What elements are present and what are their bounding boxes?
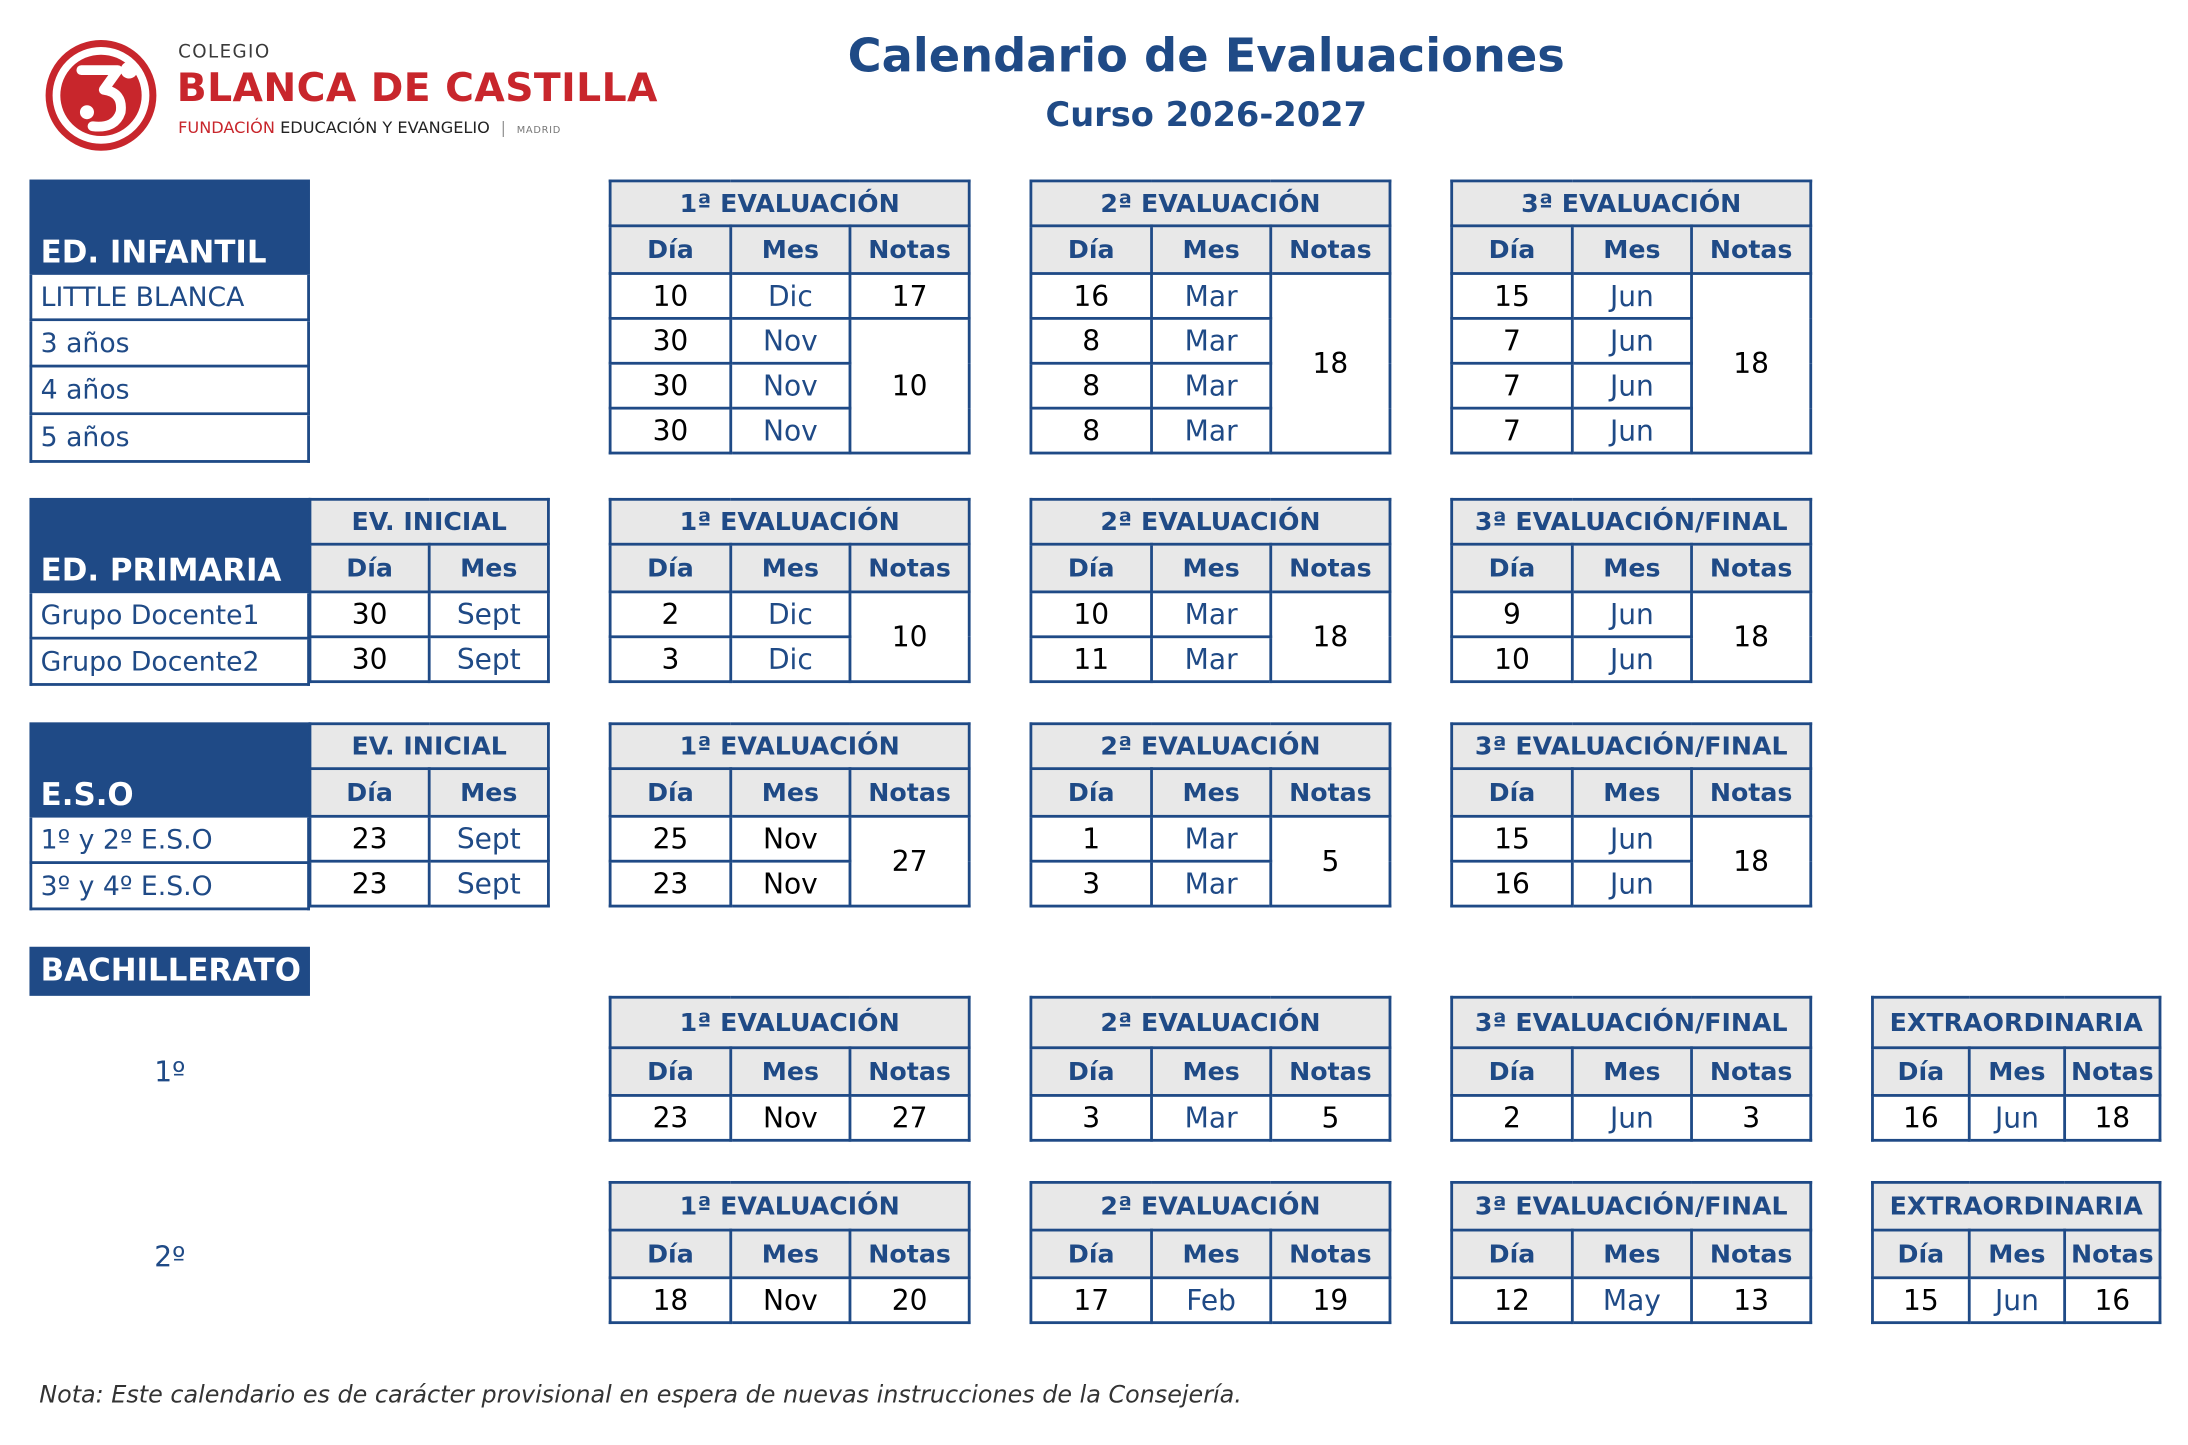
cell-mes: Nov [731, 1278, 850, 1323]
table-title: 3ª EVALUACIÓN/FINAL [1452, 997, 1811, 1047]
col-header-mes: Mes [1152, 226, 1271, 274]
col-header-notas: Notas [850, 1230, 969, 1278]
cell-notas: 18 [1271, 592, 1390, 682]
col-header-dia: Día [1031, 544, 1152, 592]
cell-mes: Mar [1152, 274, 1271, 319]
col-header-dia: Día [610, 1048, 731, 1096]
cell-notas: 18 [2065, 1095, 2160, 1140]
col-header-dia: Día [310, 544, 429, 592]
col-header-notas: Notas [1692, 1230, 1811, 1278]
table-title: 2ª EVALUACIÓN [1031, 724, 1390, 769]
col-header-dia: Día [610, 1230, 731, 1278]
school-logo-emblem [45, 39, 157, 151]
cell-mes: Nov [731, 861, 850, 906]
col-header-notas: Notas [850, 544, 969, 592]
col-header-mes: Mes [731, 1230, 850, 1278]
col-header-mes: Mes [1152, 769, 1271, 817]
table-title: 2ª EVALUACIÓN [1031, 499, 1390, 544]
eso-ev3-table [1450, 722, 1812, 907]
col-header-notas: Notas [1271, 1048, 1390, 1096]
cell-dia: 16 [1031, 274, 1152, 319]
primaria-stage-box [29, 498, 310, 686]
cell-dia: 2 [610, 592, 731, 637]
cell-dia: 16 [1872, 1095, 1969, 1140]
table-title: EXTRAORDINARIA [1872, 1182, 2160, 1230]
col-header-mes: Mes [1969, 1048, 2064, 1096]
cell-mes: Mar [1152, 861, 1271, 906]
cell-dia: 11 [1031, 637, 1152, 682]
table-title: 2ª EVALUACIÓN [1031, 997, 1390, 1047]
cell-mes: Jun [1572, 592, 1691, 637]
cell-mes: Mar [1152, 637, 1271, 682]
logo-separator: | [500, 117, 507, 138]
bach1-ev3-table [1450, 996, 1812, 1142]
col-header-dia: Día [1452, 769, 1573, 817]
infantil-title: ED. INFANTIL [29, 180, 310, 275]
cell-dia: 3 [1031, 861, 1152, 906]
cell-mes: May [1572, 1278, 1691, 1323]
cell-dia: 23 [310, 861, 429, 906]
cell-mes: Dic [731, 637, 850, 682]
cell-notas: 18 [1692, 816, 1811, 906]
cell-dia: 7 [1452, 363, 1573, 408]
col-header-mes: Mes [731, 226, 850, 274]
cell-mes: Jun [1969, 1095, 2064, 1140]
col-header-dia: Día [1031, 1048, 1152, 1096]
eso-row-label: 3º y 4º E.S.O [29, 864, 310, 910]
col-header-notas: Notas [1271, 544, 1390, 592]
table-title: EV. INICIAL [310, 724, 548, 769]
footer-note: Nota: Este calendario es de carácter provisional en espera de nuevas instrucciones de la Consejería. [39, 1381, 1242, 1410]
col-header-dia: Día [1031, 769, 1152, 817]
col-header-mes: Mes [731, 1048, 850, 1096]
infantil-row-label: 3 años [29, 321, 310, 367]
cell-mes: Sept [429, 637, 548, 682]
bach1-extra-table [1871, 996, 2161, 1142]
col-header-dia: Día [1452, 226, 1573, 274]
infantil-ev2-table [1030, 180, 1392, 455]
table-title: EV. INICIAL [310, 499, 548, 544]
col-header-mes: Mes [1969, 1230, 2064, 1278]
cell-dia: 30 [310, 637, 429, 682]
cell-notas: 18 [1692, 274, 1811, 454]
page-title: Calendario de Evaluaciones [847, 28, 1565, 83]
col-header-dia: Día [1031, 226, 1152, 274]
cell-dia: 30 [310, 592, 429, 637]
table-title: 3ª EVALUACIÓN [1452, 181, 1811, 226]
eso-inicial-table [309, 722, 550, 907]
cell-dia: 23 [610, 861, 731, 906]
col-header-mes: Mes [731, 769, 850, 817]
col-header-mes: Mes [1152, 1230, 1271, 1278]
logo-colegio-text: COLEGIO [178, 42, 271, 64]
cell-notas: 18 [1271, 274, 1390, 454]
col-header-notas: Notas [2065, 1230, 2160, 1278]
eso-ev1-table [609, 722, 971, 907]
cell-dia: 1 [1031, 816, 1152, 861]
table-title: 3ª EVALUACIÓN/FINAL [1452, 499, 1811, 544]
cell-dia: 17 [1031, 1278, 1152, 1323]
bachillerato-title: BACHILLERATO [29, 947, 310, 996]
cell-mes: Dic [731, 592, 850, 637]
col-header-notas: Notas [1271, 1230, 1390, 1278]
cell-mes: Nov [731, 363, 850, 408]
col-header-dia: Día [310, 769, 429, 817]
primaria-ev2-table [1030, 498, 1392, 683]
cell-mes: Mar [1152, 816, 1271, 861]
col-header-dia: Día [1872, 1048, 1969, 1096]
cell-mes: Jun [1572, 363, 1691, 408]
col-header-notas: Notas [1692, 1048, 1811, 1096]
cell-dia: 30 [610, 318, 731, 363]
primaria-row-label: Grupo Docente1 [29, 593, 310, 639]
infantil-row-label: 4 años [29, 367, 310, 415]
infantil-stage-box [29, 180, 310, 463]
cell-mes: Mar [1152, 592, 1271, 637]
cell-notas: 16 [2065, 1278, 2160, 1323]
col-header-notas: Notas [850, 226, 969, 274]
eso-row-label: 1º y 2º E.S.O [29, 818, 310, 864]
col-header-dia: Día [1452, 544, 1573, 592]
bach1-ev1-table [609, 996, 971, 1142]
col-header-mes: Mes [1572, 1230, 1691, 1278]
cell-dia: 7 [1452, 318, 1573, 363]
cell-dia: 15 [1872, 1278, 1969, 1323]
bach2-ev2-table [1030, 1181, 1392, 1324]
col-header-dia: Día [1452, 1048, 1573, 1096]
eso-ev2-table [1030, 722, 1392, 907]
table-title: 1ª EVALUACIÓN [610, 181, 969, 226]
infantil-row-label: 5 años [29, 415, 310, 463]
cell-mes: Jun [1572, 408, 1691, 453]
cell-dia: 2 [1452, 1095, 1573, 1140]
cell-mes: Jun [1572, 274, 1691, 319]
col-header-notas: Notas [2065, 1048, 2160, 1096]
table-title: 1ª EVALUACIÓN [610, 1182, 969, 1230]
cell-mes: Nov [731, 408, 850, 453]
page-subtitle: Curso 2026-2027 [1045, 95, 1367, 135]
cell-mes: Jun [1572, 1095, 1691, 1140]
eso-title: E.S.O [29, 722, 310, 817]
primaria-ev1-table [609, 498, 971, 683]
col-header-notas: Notas [1692, 226, 1811, 274]
primaria-inicial-table [309, 498, 550, 683]
cell-notas: 10 [850, 592, 969, 682]
bach-course-label: 2º [154, 1239, 186, 1274]
eso-stage-box [29, 722, 310, 910]
cell-mes: Jun [1572, 637, 1691, 682]
col-header-mes: Mes [731, 544, 850, 592]
logo-school-name: BLANCA DE CASTILLA [176, 64, 658, 111]
cell-notas: 27 [850, 816, 969, 906]
cell-mes: Sept [429, 861, 548, 906]
infantil-ev1-table [609, 180, 971, 455]
cell-mes: Mar [1152, 408, 1271, 453]
cell-notas: 19 [1271, 1278, 1390, 1323]
cell-dia: 16 [1452, 861, 1573, 906]
cell-notas: 17 [850, 274, 969, 319]
cell-dia: 8 [1031, 363, 1152, 408]
table-title: 3ª EVALUACIÓN/FINAL [1452, 724, 1811, 769]
col-header-notas: Notas [850, 769, 969, 817]
cell-dia: 7 [1452, 408, 1573, 453]
table-title: 1ª EVALUACIÓN [610, 997, 969, 1047]
cell-mes: Mar [1152, 363, 1271, 408]
cell-notas: 18 [1692, 592, 1811, 682]
cell-mes: Jun [1572, 816, 1691, 861]
cell-dia: 12 [1452, 1278, 1573, 1323]
col-header-mes: Mes [1152, 1048, 1271, 1096]
cell-mes: Nov [731, 318, 850, 363]
bach1-ev2-table [1030, 996, 1392, 1142]
col-header-dia: Día [610, 544, 731, 592]
cell-dia: 15 [1452, 816, 1573, 861]
col-header-dia: Día [610, 226, 731, 274]
col-header-dia: Día [1872, 1230, 1969, 1278]
cell-notas: 5 [1271, 1095, 1390, 1140]
col-header-mes: Mes [1572, 1048, 1691, 1096]
cell-mes: Jun [1969, 1278, 2064, 1323]
col-header-notas: Notas [1271, 769, 1390, 817]
col-header-mes: Mes [1572, 544, 1691, 592]
cell-mes: Mar [1152, 318, 1271, 363]
cell-dia: 10 [610, 274, 731, 319]
cell-dia: 15 [1452, 274, 1573, 319]
cell-mes: Sept [429, 592, 548, 637]
cell-dia: 9 [1452, 592, 1573, 637]
cell-dia: 8 [1031, 318, 1152, 363]
col-header-notas: Notas [1692, 544, 1811, 592]
table-title: EXTRAORDINARIA [1872, 997, 2160, 1047]
col-header-dia: Día [1031, 1230, 1152, 1278]
col-header-mes: Mes [429, 544, 548, 592]
logo-city: MADRID [516, 124, 561, 137]
cell-dia: 23 [610, 1095, 731, 1140]
cell-dia: 23 [310, 816, 429, 861]
col-header-notas: Notas [850, 1048, 969, 1096]
col-header-notas: Notas [1692, 769, 1811, 817]
cell-mes: Jun [1572, 318, 1691, 363]
col-header-mes: Mes [1152, 544, 1271, 592]
table-title: 1ª EVALUACIÓN [610, 499, 969, 544]
cell-dia: 8 [1031, 408, 1152, 453]
cell-mes: Jun [1572, 861, 1691, 906]
cell-notas: 3 [1692, 1095, 1811, 1140]
cell-dia: 25 [610, 816, 731, 861]
cell-dia: 3 [1031, 1095, 1152, 1140]
cell-mes: Nov [731, 1095, 850, 1140]
table-title: 2ª EVALUACIÓN [1031, 1182, 1390, 1230]
cell-mes: Sept [429, 816, 548, 861]
logo-tagline-red: FUNDACIÓN [178, 117, 275, 138]
bach-course-label: 1º [154, 1054, 186, 1089]
col-header-mes: Mes [429, 769, 548, 817]
table-title: 1ª EVALUACIÓN [610, 724, 969, 769]
primaria-title: ED. PRIMARIA [29, 498, 310, 593]
bach2-ev1-table [609, 1181, 971, 1324]
primaria-ev3-table [1450, 498, 1812, 683]
logo-tagline [178, 118, 561, 138]
cell-dia: 18 [610, 1278, 731, 1323]
cell-mes: Mar [1152, 1095, 1271, 1140]
col-header-notas: Notas [1271, 226, 1390, 274]
cell-dia: 10 [1452, 637, 1573, 682]
cell-dia: 30 [610, 408, 731, 453]
col-header-mes: Mes [1572, 226, 1691, 274]
cell-notas: 10 [850, 318, 969, 453]
cell-notas: 13 [1692, 1278, 1811, 1323]
logo-tagline-dark: EDUCACIÓN Y EVANGELIO [280, 117, 490, 138]
cell-notas: 5 [1271, 816, 1390, 906]
infantil-ev3-table [1450, 180, 1812, 455]
cell-mes: Feb [1152, 1278, 1271, 1323]
cell-mes: Nov [731, 816, 850, 861]
primaria-row-label: Grupo Docente2 [29, 640, 310, 686]
col-header-mes: Mes [1572, 769, 1691, 817]
cell-notas: 20 [850, 1278, 969, 1323]
bach2-extra-table [1871, 1181, 2161, 1324]
cell-dia: 3 [610, 637, 731, 682]
cell-dia: 30 [610, 363, 731, 408]
cell-dia: 10 [1031, 592, 1152, 637]
cell-mes: Dic [731, 274, 850, 319]
col-header-dia: Día [1452, 1230, 1573, 1278]
cell-notas: 27 [850, 1095, 969, 1140]
bach2-ev3-table [1450, 1181, 1812, 1324]
table-title: 3ª EVALUACIÓN/FINAL [1452, 1182, 1811, 1230]
table-title: 2ª EVALUACIÓN [1031, 181, 1390, 226]
infantil-row-label: LITTLE BLANCA [29, 275, 310, 321]
col-header-dia: Día [610, 769, 731, 817]
